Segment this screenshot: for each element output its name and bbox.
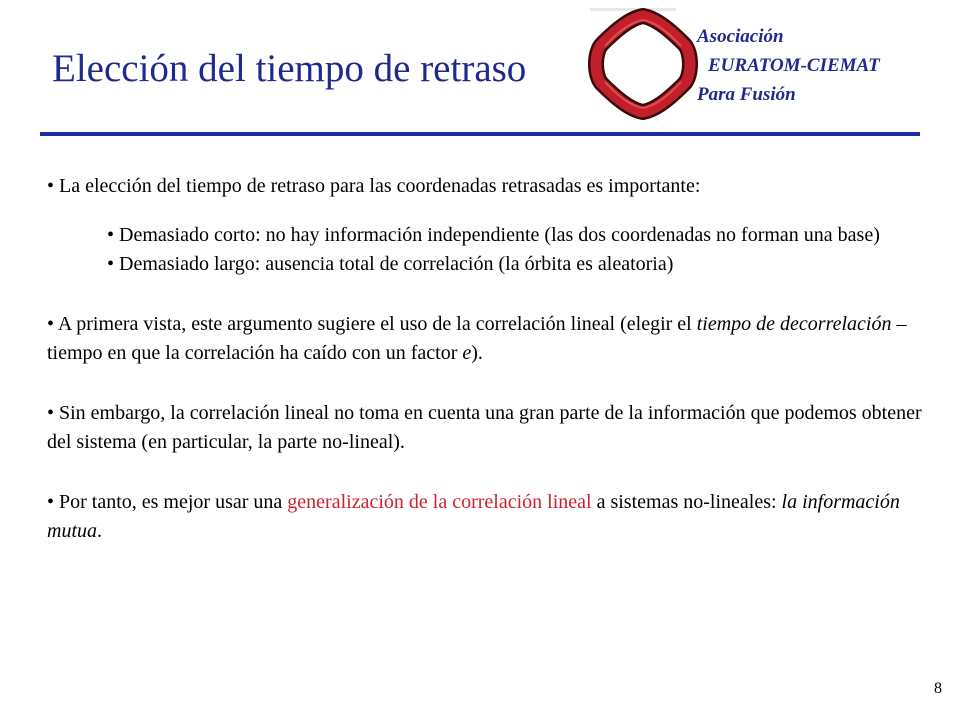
sub-bullet-1: • Demasiado corto: no hay información independiente (las dos coordenadas no forman una base): [107, 224, 880, 246]
slide-title: Elección del tiempo de retraso: [52, 47, 527, 90]
bullet-4-text-3: .: [97, 520, 102, 542]
bullet-3: • Sin embargo, la correlación lineal no toma en cuenta una gran parte de la información que podemos obtener del sistema (en particular, la parte no-lineal).: [47, 402, 922, 453]
slide-body: [47, 172, 927, 546]
org-line-3: Para Fusión: [697, 84, 796, 105]
org-line-2: EURATOM-CIEMAT: [708, 55, 880, 76]
bullet-2-e: e: [462, 342, 472, 364]
bullet-4-text-2: a sistemas no-lineales:: [591, 491, 782, 513]
sub-bullet-2: • Demasiado largo: ausencia total de correlación (la órbita es aleatoria): [107, 253, 674, 275]
bullet-2-italic: tiempo de decorrelación: [696, 313, 892, 335]
bullet-2: [47, 310, 927, 368]
bullet-2-text-1: • A primera vista, este argumento sugiere el uso de la correlación lineal (elegir el: [47, 313, 697, 335]
page-number: 8: [934, 680, 942, 697]
euratom-ciemat-logo-icon: [588, 8, 698, 120]
bullet-2-text-2: – tiempo en que la correlación ha caído con un factor: [47, 313, 907, 364]
title-divider: [40, 132, 920, 136]
bullet-2-text-3: ).: [471, 342, 483, 364]
organization-name: [697, 22, 880, 109]
bullet-1: • La elección del tiempo de retraso para las coordenadas retrasadas es importante:: [47, 175, 701, 197]
bullet-4-highlight: generalización de la correlación lineal: [287, 491, 592, 513]
bullet-4-italic: la información mutua: [47, 491, 900, 542]
bullet-4-text-1: • Por tanto, es mejor usar una: [47, 491, 288, 513]
bullet-4: [47, 488, 927, 546]
org-line-1: Asociación: [697, 26, 784, 47]
